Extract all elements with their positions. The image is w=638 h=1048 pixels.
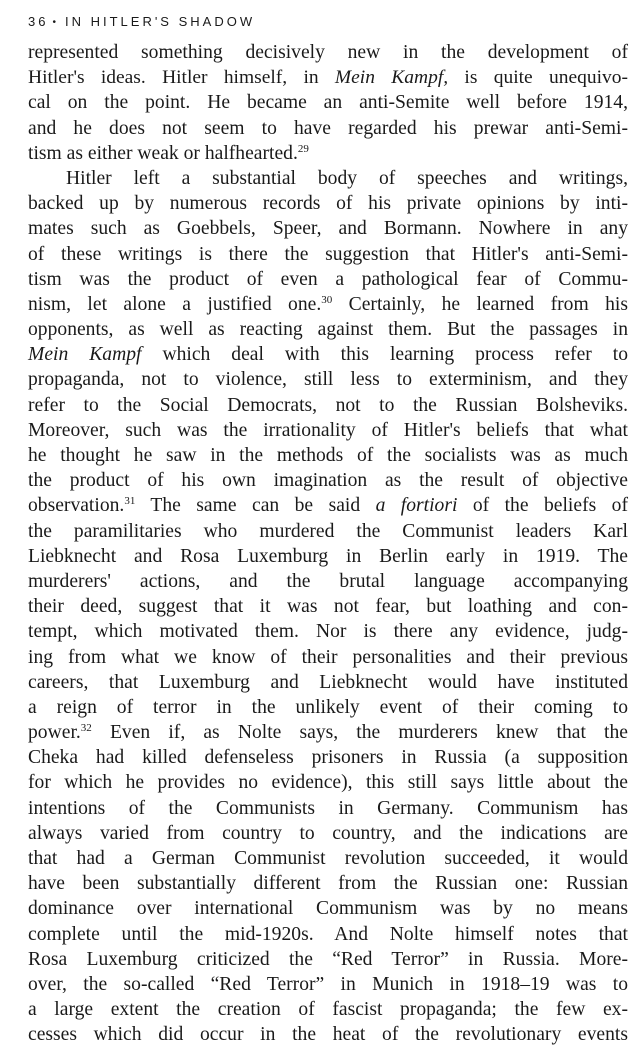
book-title: Mein Kampf, bbox=[334, 67, 449, 89]
running-title: IN HITLER'S SHADOW bbox=[64, 14, 256, 29]
text-line: mates such as Goebbels, Speer, and Bormann. Nowhere in any bbox=[28, 218, 628, 240]
text-line: tempt, which motivated them. Nor is there any evidence, judg- bbox=[28, 621, 628, 643]
text-line: Mein Kampf which deal with this learning process refer to bbox=[28, 344, 628, 366]
footnote-marker: 32 bbox=[80, 722, 92, 735]
text-line: cesses which did occur in the heat of the revolutionary events bbox=[28, 1024, 628, 1046]
text-line: their deed, suggest that it was not fear, but loathing and con- bbox=[28, 596, 628, 618]
page-number: 36 bbox=[28, 14, 49, 29]
text-line: the product of his own imagination as the result of objective bbox=[28, 470, 628, 492]
text-line: dominance over international Communism was by no means bbox=[28, 898, 628, 920]
text-line: Hitler left a substantial body of speeches and writings, bbox=[66, 167, 628, 189]
text-line: Liebknecht and Rosa Luxemburg in Berlin early in 1919. The bbox=[28, 545, 628, 567]
text-line: refer to the Social Democrats, not to the Russian Bolsheviks. bbox=[28, 394, 628, 416]
text-line: backed up by numerous records of his private opinions by inti- bbox=[28, 193, 628, 215]
footnote-marker: 29 bbox=[297, 142, 309, 155]
text-line: and he does not seem to have regarded his prewar anti-Semi- bbox=[28, 117, 628, 139]
text-line: careers, that Luxemburg and Liebknecht would have instituted bbox=[28, 671, 628, 693]
text-line: for which he provides no evidence), this still says little about the bbox=[28, 772, 628, 794]
text-line: of these writings is there the suggestion that Hitler's anti-Semi- bbox=[28, 243, 628, 265]
book-title: Mein Kampf bbox=[28, 344, 142, 366]
text-line: Moreover, such was the irrationality of Hitler's beliefs that what bbox=[28, 419, 628, 441]
text-line: opponents, as well as reacting against them. But the passages in bbox=[28, 319, 628, 341]
text-line: a large extent the creation of fascist propaganda; the few ex- bbox=[28, 999, 628, 1021]
text-line: propaganda, not to violence, still less to exterminism, and they bbox=[28, 369, 628, 391]
body-text bbox=[28, 40, 628, 1048]
latin-phrase: a fortiori bbox=[375, 495, 458, 517]
text-line: Hitler's ideas. Hitler himself, in Mein Kampf, is quite unequivo- bbox=[28, 67, 628, 89]
text-line: the paramilitaries who murdered the Communist leaders Karl bbox=[28, 520, 628, 542]
text-line: murderers' actions, and the brutal language accompanying bbox=[28, 570, 628, 592]
text-line: observation.$^{31}$ The same can be said a fortiori of the beliefs of bbox=[28, 495, 628, 517]
text-line: intentions of the Communists in Germany. Communism has bbox=[28, 797, 628, 819]
text-line: power.$^{32}$ Even if, as Nolte says, the murderers knew that the bbox=[28, 722, 628, 744]
text-line: a reign of terror in the unlikely event of their coming to bbox=[28, 696, 628, 718]
running-head bbox=[28, 14, 255, 29]
text-line: tism as either weak or halfhearted.$^{29}$ bbox=[28, 142, 309, 164]
text-line: represented something decisively new in the development of bbox=[28, 42, 628, 63]
text-line: complete until the mid-1920s. And Nolte himself notes that bbox=[28, 923, 628, 945]
text-line: nism, let alone a justified one.$^{30}$ Certainly, he learned from his bbox=[28, 293, 628, 315]
footnote-marker: 30 bbox=[321, 293, 333, 306]
text-line: tism was the product of even a pathological fear of Commu- bbox=[28, 268, 628, 290]
text-line: that had a German Communist revolution succeeded, it would bbox=[28, 848, 628, 869]
text-line: cal on the point. He became an anti-Semite well before 1914, bbox=[28, 92, 628, 114]
footnote-marker: 31 bbox=[124, 495, 136, 508]
header-separator: • bbox=[52, 17, 59, 28]
text-line: Cheka had killed defenseless prisoners in Russia (a supposition bbox=[28, 747, 628, 769]
text-line: have been substantially different from the Russian one: Russian bbox=[28, 873, 628, 895]
text-line: ing from what we know of their personalities and their previous bbox=[28, 646, 628, 668]
text-line: always varied from country to country, and the indications are bbox=[28, 822, 628, 844]
text-line: over, the so-called “Red Terror” in Munich in 1918–19 was to bbox=[28, 973, 628, 995]
text-line: he thought he saw in the methods of the socialists was as much bbox=[28, 445, 628, 466]
text-line: Rosa Luxemburg criticized the “Red Terror” in Russia. More- bbox=[28, 948, 628, 970]
